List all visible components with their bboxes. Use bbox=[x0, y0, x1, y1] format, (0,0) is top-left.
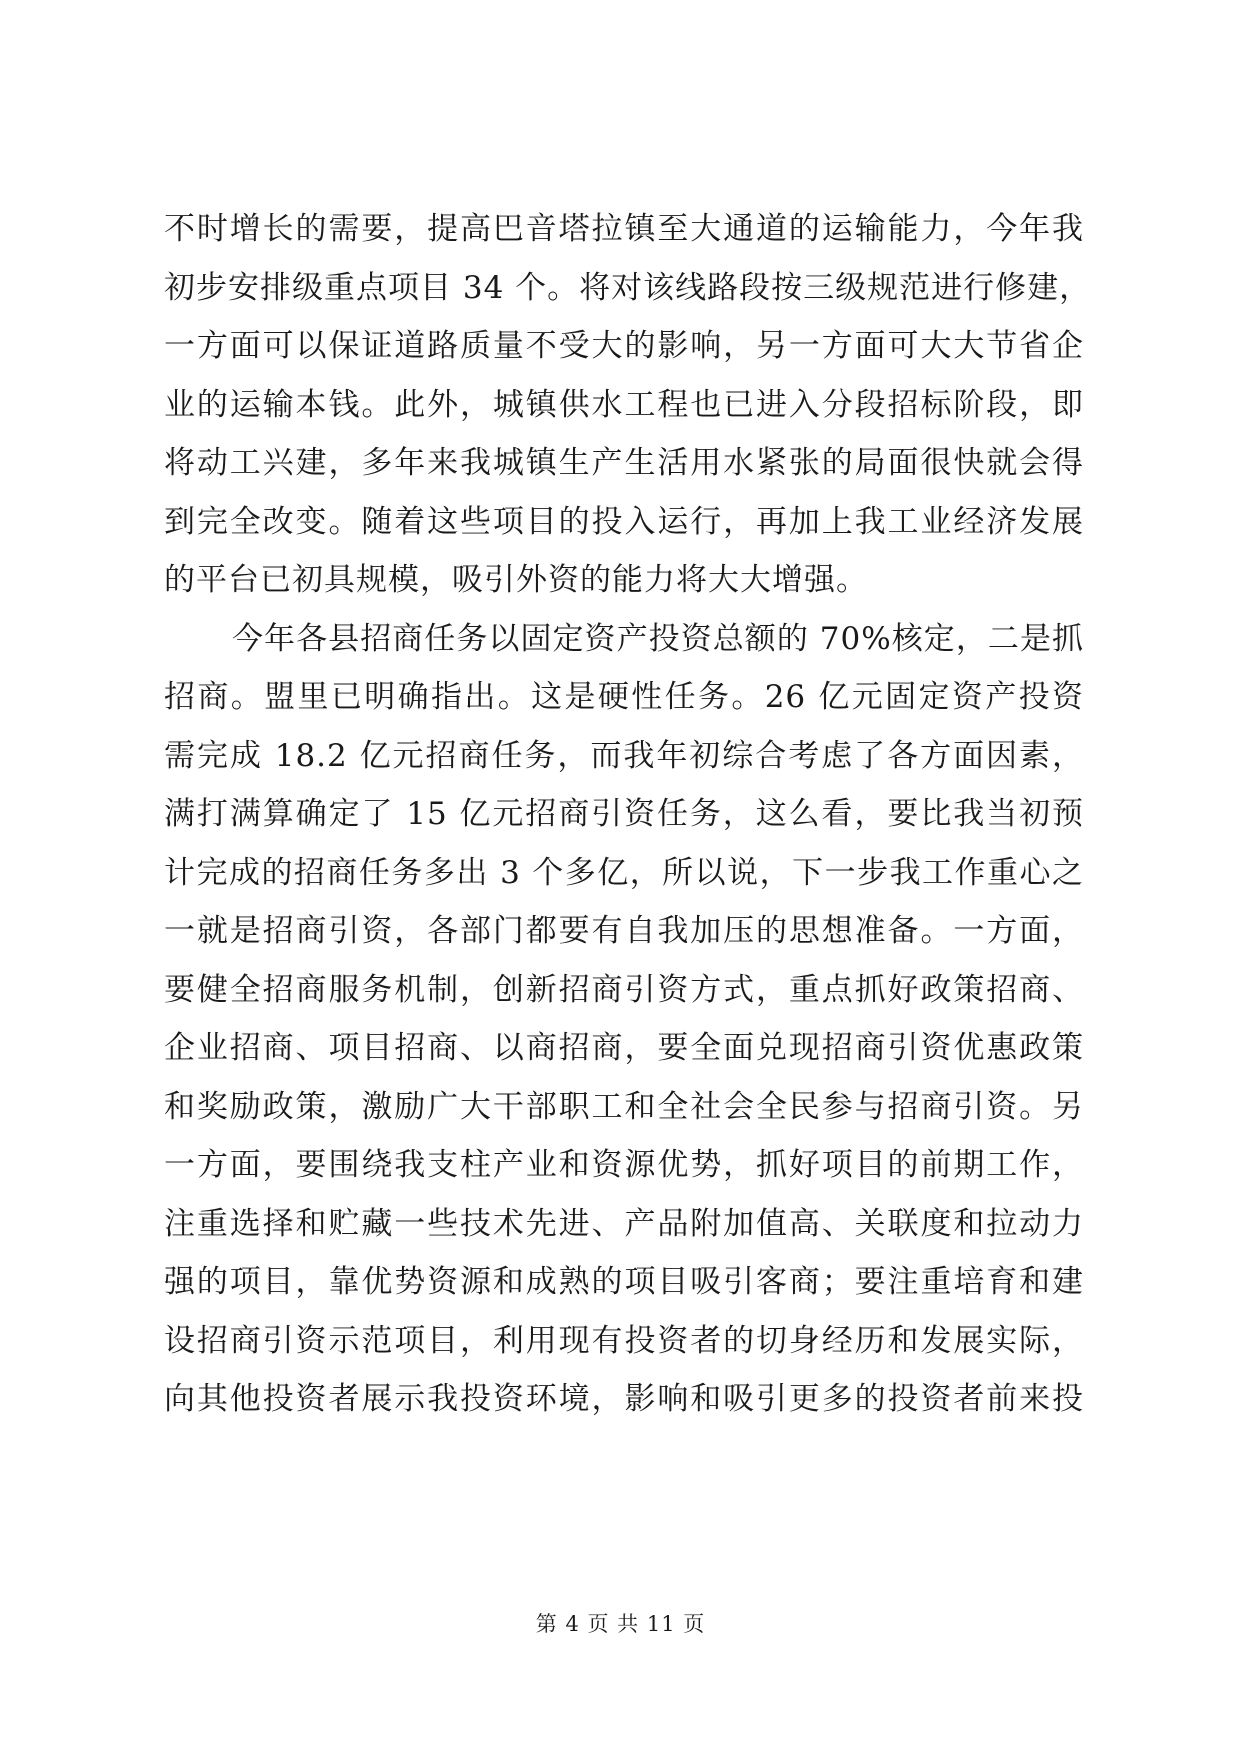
text-line: 和奖励政策，激励广大干部职工和全社会全民参与招商引资。另 bbox=[164, 1088, 1084, 1125]
text-line: 强的项目，靠优势资源和成熟的项目吸引客商；要注重培育和建 bbox=[164, 1264, 1084, 1300]
text-line: 设招商引资示范项目，利用现有投资者的切身经历和发展实际， bbox=[164, 1322, 1084, 1359]
text-line: 计完成的招商任务多出 3 个多亿，所以说，下一步我工作重心之 bbox=[164, 854, 1084, 891]
text-line: 企业招商、项目招商、以商招商，要全面兑现招商引资优惠政策 bbox=[164, 1030, 1084, 1066]
text-line: 的平台已初具规模，吸引外资的能力将大大增强。 bbox=[164, 562, 868, 598]
text-line: 业的运输本钱。此外，城镇供水工程也已进入分段招标阶段，即 bbox=[164, 386, 1084, 423]
text-line: 注重选择和贮藏一些技术先进、产品附加值高、关联度和拉动力 bbox=[164, 1205, 1084, 1242]
text-line: 今年各县招商任务以固定资产投资总额的 70%核定，二是抓 bbox=[232, 620, 1084, 657]
text-line: 不时增长的需要，提高巴音塔拉镇至大通道的运输能力，今年我 bbox=[164, 211, 1084, 247]
text-line: 招商。盟里已明确指出。这是硬性任务。26 亿元固定资产投资 bbox=[164, 679, 1084, 715]
text-line: 一就是招商引资，各部门都要有自我加压的思想准备。一方面， bbox=[164, 913, 1084, 949]
text-line: 将动工兴建，多年来我城镇生产生活用水紧张的局面很快就会得 bbox=[164, 445, 1084, 481]
text-line: 一方面，要围绕我支柱产业和资源优势，抓好项目的前期工作， bbox=[164, 1147, 1084, 1183]
text-line: 满打满算确定了 15 亿元招商引资任务，这么看，要比我当初预 bbox=[164, 796, 1084, 832]
text-line: 需完成 18.2 亿元招商任务，而我年初综合考虑了各方面因素， bbox=[164, 737, 1084, 774]
text-line: 要健全招商服务机制，创新招商引资方式，重点抓好政策招商、 bbox=[164, 971, 1084, 1008]
text-line: 一方面可以保证道路质量不受大的影响，另一方面可大大节省企 bbox=[164, 328, 1084, 364]
page-footer: 第 4 页 共 11 页 bbox=[535, 1612, 706, 1636]
text-line: 向其他投资者展示我投资环境，影响和吸引更多的投资者前来投 bbox=[164, 1381, 1084, 1417]
body-text bbox=[164, 200, 1092, 1429]
text-line: 到完全改变。随着这些项目的投入运行，再加上我工业经济发展 bbox=[164, 503, 1084, 540]
text-line: 初步安排级重点项目 34 个。将对该线路段按三级规范进行修建， bbox=[164, 269, 1092, 306]
